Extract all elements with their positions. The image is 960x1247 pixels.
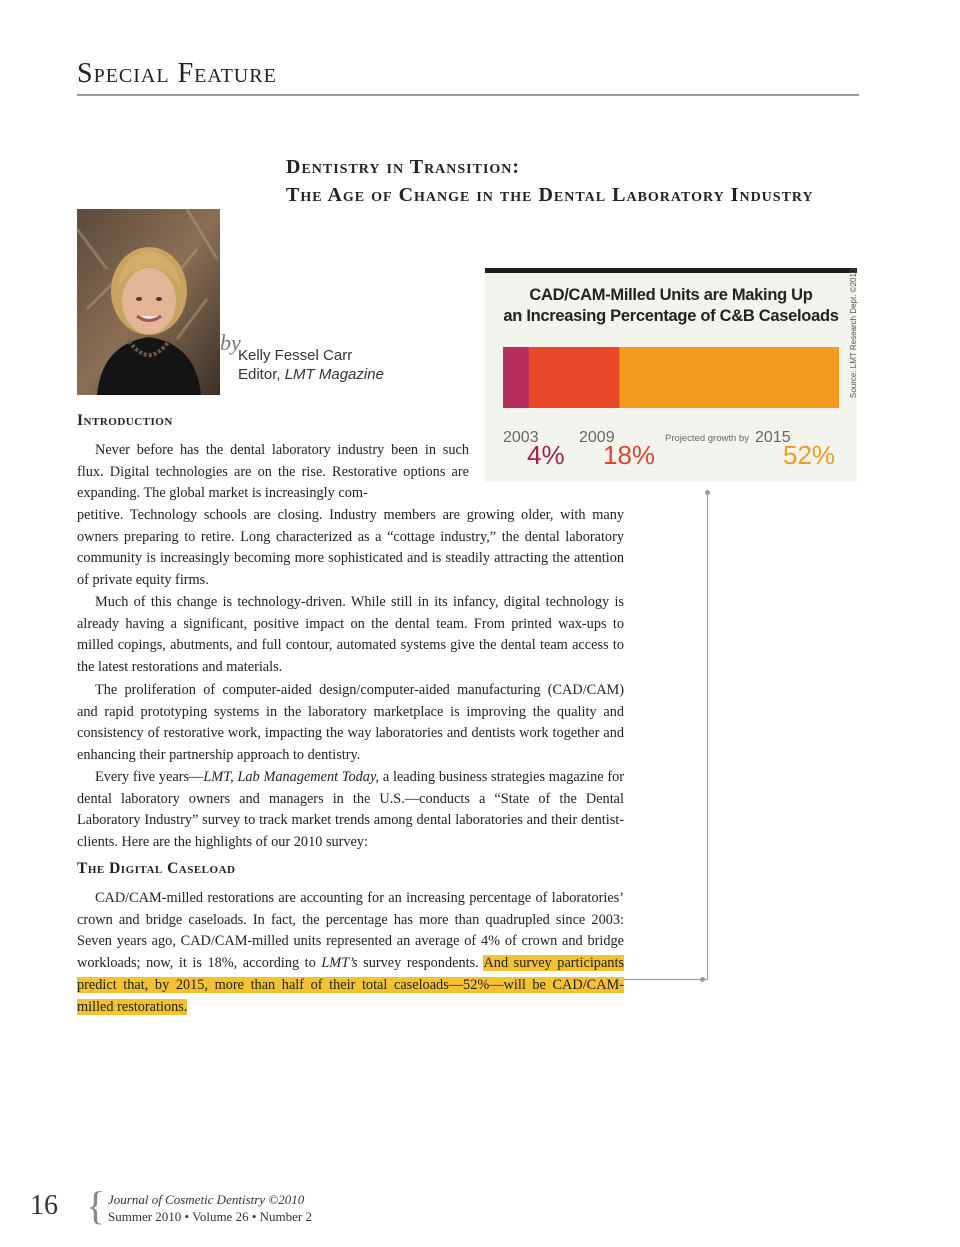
footer-brace: { xyxy=(86,1183,106,1228)
digital-caseload-heading: The Digital Caseload xyxy=(77,860,236,877)
intro-paragraph-1-part-2: petitive. Technology schools are closing. Industry members are growing older, with many owners preparing to retire. Long characterized as a “cottage industry,” the dental laboratory community is increasingly becoming more sophisticated and is steadily attracting the attention of private equity firms. xyxy=(77,507,624,589)
author-photo xyxy=(77,209,220,395)
projected-growth-label: Projected growth by xyxy=(665,433,749,444)
highlighted-prediction: And survey participants predict that, by 2015, more than half of their total caseloads—52%—will be CAD/CAM-milled restorations. xyxy=(77,955,624,1015)
intro-paragraph-1-part-1: Never before has the dental laboratory industry been in such flux. Digital technologies are on the rise. Restorative options are expanding. The global market is increasingly com- xyxy=(77,442,469,502)
caseload-chart xyxy=(485,268,857,482)
page-number: 16 xyxy=(30,1190,58,1221)
author-role-prefix: Editor, xyxy=(238,366,285,383)
p5-post: survey respondents. xyxy=(357,955,484,972)
callout-dot-top xyxy=(705,490,710,495)
digital-caseload-paragraph xyxy=(77,888,624,1018)
value-label-2009: 18% xyxy=(603,440,656,470)
p4-post: a leading business strategies magazine for dental laboratory owners and managers in the U.S.—conducts a “State of the Dental Laboratory Industry” survey to track market trends among dental laboratories and their dentist-clients. Here are the highlights of our 2010 survey: xyxy=(77,769,624,851)
value-label-2003: 4% xyxy=(527,440,565,470)
article-title-line-1: Dentistry in Transition: xyxy=(286,156,521,178)
by-label: by xyxy=(220,330,241,355)
p4-pre: Every five years— xyxy=(95,769,204,785)
intro-paragraph-4 xyxy=(77,767,624,854)
bar-2003 xyxy=(503,347,529,408)
callout-line-vertical xyxy=(707,492,708,980)
footer-issue: Summer 2010 • Volume 26 • Number 2 xyxy=(108,1209,312,1224)
header-rule xyxy=(77,94,859,96)
p4-italic: LMT, Lab Management Today, xyxy=(203,769,380,785)
callout-line-horizontal xyxy=(624,979,708,980)
chart-title-line-2: an Increasing Percentage of C&B Caseloads xyxy=(503,307,839,325)
author-name: Kelly Fessel Carr xyxy=(238,347,353,364)
chart-plot xyxy=(485,268,857,482)
article-title-line-2: The Age of Change in the Dental Laboratory Industry xyxy=(286,184,814,206)
intro-paragraph-2: Much of this change is technology-driven. While still in its infancy, digital technology is already having a significant, positive impact on the dental team. From printed wax-ups to milled copings, abutments, and full contour, automated systems give the dental team access to the latest restorations and materials. xyxy=(77,594,624,676)
author-role xyxy=(238,366,384,383)
footer-journal-name: Journal of Cosmetic Dentistry xyxy=(108,1192,266,1207)
p5-pre: CAD/CAM-milled restorations are accounting for an increasing percentage of laboratories’ crown and bridge caseloads. In fact, the percentage has more than quadrupled since 2003: Seven years ago, CAD/CAM-milled units represented an average of 4% of crown and bridge workloads; now, it is 18%, according to xyxy=(77,890,624,972)
year-label-2003: 2003 xyxy=(503,429,539,446)
intro-heading: Introduction xyxy=(77,412,173,429)
year-label-2015: 2015 xyxy=(755,429,791,446)
year-label-2009: 2009 xyxy=(579,429,615,446)
chart-title-line-1: CAD/CAM-Milled Units are Making Up xyxy=(529,286,813,304)
intro-paragraph-3: The proliferation of computer-aided design/computer-aided manufacturing (CAD/CAM) and rapid prototyping systems in the laboratory marketplace is improving the quality and consistency of restorative work, impacting the way laboratories and dentists work together and enhancing their partnership approach to dentistry. xyxy=(77,682,624,764)
footer-journal xyxy=(108,1192,304,1208)
footer-copyright: ©2010 xyxy=(268,1192,305,1207)
chart-source: Source: LMT Research Dept. ©2010 xyxy=(849,268,858,398)
callout-dot-bottom xyxy=(700,977,705,982)
p5-italic: LMT’s xyxy=(321,955,358,972)
value-label-2015: 52% xyxy=(783,440,836,470)
author-publication: LMT Magazine xyxy=(284,366,384,383)
section-title: Special Feature xyxy=(77,58,277,89)
